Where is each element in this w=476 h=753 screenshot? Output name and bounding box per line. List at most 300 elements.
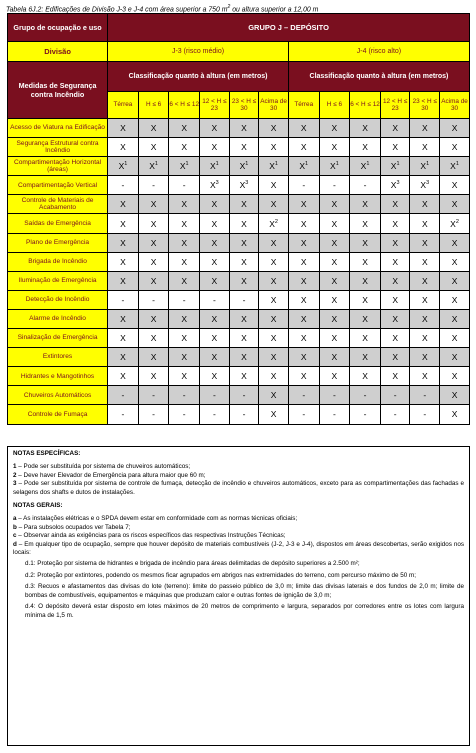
requirement-mark: X (150, 123, 157, 134)
requirement-mark: X (181, 333, 188, 344)
requirement-mark: - (332, 409, 336, 420)
height-header-j3-1: H ≤ 6 (138, 92, 169, 119)
requirement-mark: X (181, 313, 188, 324)
requirement-mark: X (392, 352, 398, 363)
requirement-mark: X (392, 294, 398, 305)
requirement-mark: X (392, 313, 398, 324)
requirement-mark: - (212, 294, 216, 305)
requirement-cell (350, 176, 381, 195)
requirement-cell (138, 271, 169, 290)
requirement-mark: X (120, 352, 126, 363)
requirement-mark: X (451, 142, 458, 153)
requirement-mark: X (421, 123, 428, 134)
table-row (8, 367, 470, 386)
requirement-cell (288, 271, 319, 290)
requirement-cell (350, 271, 381, 290)
requirement-cell (410, 405, 440, 424)
requirement-cell (108, 309, 139, 328)
requirement-mark: X (331, 275, 338, 286)
requirement-mark: X (270, 180, 277, 191)
requirement-mark: X (241, 237, 247, 248)
height-header-j3-4: 23 < H ≤ 30 (229, 92, 259, 119)
measure-label: Controle de Materiais de Acabamento (8, 195, 108, 214)
requirement-note-ref: 1 (154, 161, 158, 168)
table-caption: Tabela 6J.2: Edificações de Divisão J-3 e J-4 com área superior a 750 $m^2$ ou altura superior a 12,00 m (6, 4, 319, 14)
requirement-mark: X (362, 256, 368, 267)
requirement-mark: - (182, 409, 186, 420)
requirement-mark: X (300, 218, 307, 229)
requirement-cell (319, 195, 350, 214)
requirement-cell (380, 348, 410, 367)
requirement-cell (259, 329, 289, 348)
requirement-note-ref: 1 (366, 161, 370, 168)
requirement-cell (138, 119, 169, 138)
requirement-mark: X (150, 218, 157, 229)
requirement-mark: X (420, 180, 427, 191)
requirement-mark: X (300, 371, 307, 382)
requirement-mark: - (393, 409, 397, 420)
requirement-mark: X (239, 161, 246, 172)
requirement-mark: X (331, 313, 338, 324)
note-specific-2: 2 – Deve haver Elevador de Emergência para altura maior que 60 m; (13, 471, 206, 479)
requirement-mark: X (241, 142, 247, 153)
requirement-mark: - (121, 294, 125, 305)
requirement-cell (410, 386, 440, 405)
requirement-cell (410, 252, 440, 271)
requirement-cell (410, 271, 440, 290)
requirement-mark: X (331, 294, 338, 305)
requirement-cell (319, 119, 350, 138)
requirement-cell (350, 252, 381, 271)
requirement-mark: X (331, 142, 338, 153)
requirement-cell (410, 290, 440, 309)
requirement-mark: X (120, 237, 126, 248)
requirement-mark: - (152, 180, 155, 191)
requirement-cell (440, 348, 470, 367)
table-row (8, 252, 470, 271)
requirement-mark: X (270, 294, 277, 305)
requirement-cell (169, 157, 200, 176)
requirement-cell (440, 271, 470, 290)
requirement-mark: - (242, 294, 246, 305)
requirement-mark: X (450, 161, 456, 172)
requirement-cell (288, 367, 319, 386)
notas-gerais-title: NOTAS GERAIS: (13, 502, 63, 510)
table-row (8, 405, 470, 424)
requirement-mark: X (331, 352, 338, 363)
requirement-mark: X (181, 142, 188, 153)
requirement-cell (410, 157, 440, 176)
classificacao-j3: Classificação quanto à altura (em metros) (108, 62, 289, 92)
requirement-cell (410, 195, 440, 214)
note-sub-d4: d.4: O depósito deverá estar disposto em lotes máximos de 20 metros de comprimento e largura, separados por corredores entre os lotes com largura mínima de 1,5 m. (25, 603, 464, 619)
requirement-mark: - (302, 180, 306, 191)
requirement-cell (138, 329, 169, 348)
requirement-mark: - (332, 180, 336, 191)
requirement-cell (380, 367, 410, 386)
requirement-cell (259, 290, 289, 309)
requirement-mark: X (241, 371, 247, 382)
requirement-mark: X (270, 123, 277, 134)
table-row (8, 290, 470, 309)
table-row (8, 138, 470, 157)
requirement-cell (108, 157, 139, 176)
requirement-cell (229, 176, 259, 195)
requirement-mark: X (362, 237, 368, 248)
requirement-mark: X (451, 123, 458, 134)
requirement-cell (200, 386, 230, 405)
requirement-mark: X (211, 256, 218, 267)
requirement-cell (288, 195, 319, 214)
requirement-cell (319, 348, 350, 367)
requirement-cell (350, 195, 381, 214)
requirement-note-ref: 1 (124, 161, 128, 168)
requirement-cell (440, 157, 470, 176)
requirement-cell (200, 405, 230, 424)
requirement-cell (200, 309, 230, 328)
requirement-mark: X (299, 161, 306, 172)
note-sub-d3: d.3: Recuos e afastamentos das divisas do lote (terreno): limite do passeio público de 3,0 m; limite das divisas laterais e dos fundos de 2,0 m; limite de bombas de combustíveis, equipamentos e máquinas que produzam calor e outras fontes de ignição de 3,0 m; (25, 583, 464, 599)
requirement-cell (350, 233, 381, 252)
requirement-mark: X (300, 313, 307, 324)
requirement-mark: X (181, 352, 188, 363)
height-header-j4-2: 6 < H ≤ 12 (350, 92, 381, 119)
height-header-j4-5: Acima de 30 (440, 92, 470, 119)
requirement-cell (200, 138, 230, 157)
requirement-mark: X (392, 333, 398, 344)
requirement-mark: X (150, 333, 157, 344)
requirement-mark: X (179, 161, 186, 172)
requirement-mark: X (362, 333, 368, 344)
requirement-cell (108, 290, 139, 309)
requirement-cell (138, 290, 169, 309)
requirement-cell (169, 233, 200, 252)
requirement-cell (410, 214, 440, 233)
requirement-cell (200, 329, 230, 348)
requirement-cell (169, 214, 200, 233)
requirement-mark: - (302, 409, 306, 420)
requirement-mark: - (212, 390, 216, 401)
requirement-mark: X (149, 161, 155, 172)
requirement-cell (380, 290, 410, 309)
medidas-label: Medidas de Segurança contra Incêndio (8, 62, 108, 119)
requirement-cell (350, 138, 381, 157)
requirement-mark: - (393, 390, 397, 401)
requirement-note-ref: 1 (305, 161, 309, 168)
requirement-mark: X (211, 123, 218, 134)
requirement-mark: X (181, 218, 188, 229)
requirement-mark: X (241, 275, 247, 286)
requirement-cell (410, 138, 440, 157)
requirement-cell (169, 195, 200, 214)
requirement-cell (288, 233, 319, 252)
measure-label: Chuveiros Automáticos (8, 386, 108, 405)
table-row (8, 309, 470, 328)
note-general-d: d – Em qualquer tipo de ocupação, sempre que houver depósito de materiais combustíveis (J-2, J-3 e J-4), dispostos em áreas descobertas, serão exigidos nos locais: (13, 540, 464, 557)
requirement-mark: X (392, 142, 398, 153)
requirement-cell (319, 252, 350, 271)
height-header-j3-5: Acima de 30 (259, 92, 289, 119)
requirement-cell (350, 290, 381, 309)
note-general-a: a – As instalações elétricas e o SPDA devem estar em conformidade com as normas técnicas oficiais; (13, 515, 298, 523)
requirement-mark: X (181, 123, 188, 134)
requirement-mark: X (451, 352, 458, 363)
requirement-cell (288, 386, 319, 405)
requirement-mark: - (182, 390, 186, 401)
requirement-mark: X (120, 275, 126, 286)
requirement-mark: X (451, 275, 458, 286)
requirement-cell (138, 367, 169, 386)
requirement-mark: X (331, 123, 338, 134)
measure-label: Acesso de Viatura na Edificação (8, 119, 108, 138)
requirement-mark: X (451, 409, 458, 420)
requirement-mark: X (362, 218, 368, 229)
requirement-cell (259, 195, 289, 214)
requirement-cell (288, 309, 319, 328)
requirement-mark: X (269, 218, 275, 229)
requirement-mark: X (392, 275, 398, 286)
division-j3: J-3 (risco médio) (108, 42, 289, 62)
requirement-cell (229, 386, 259, 405)
requirement-cell (259, 157, 289, 176)
requirement-cell (440, 252, 470, 271)
requirement-mark: X (450, 218, 456, 229)
requirement-cell (200, 233, 230, 252)
requirement-mark: X (451, 237, 458, 248)
requirement-cell (410, 367, 440, 386)
requirement-mark: X (362, 371, 368, 382)
requirement-cell (319, 233, 350, 252)
requirement-cell (440, 329, 470, 348)
requirement-mark: X (362, 123, 368, 134)
requirement-cell (259, 138, 289, 157)
requirement-cell (288, 176, 319, 195)
requirement-cell (319, 157, 350, 176)
requirement-cell (440, 176, 470, 195)
requirement-cell (380, 405, 410, 424)
requirement-mark: X (392, 123, 398, 134)
requirement-mark: X (362, 142, 368, 153)
requirement-mark: X (300, 333, 307, 344)
requirement-cell (410, 119, 440, 138)
table-row (8, 329, 470, 348)
table-row (8, 271, 470, 290)
requirement-mark: X (451, 313, 458, 324)
requirement-mark: X (211, 275, 218, 286)
requirement-cell (138, 309, 169, 328)
requirement-note-ref: 1 (215, 161, 219, 168)
requirement-cell (380, 271, 410, 290)
note-sub-d2: d.2: Proteção por extintores, podendo os mesmos ficar agrupados em abrigos nas extremidades do terreno, com percurso máximo de 50 m; (25, 571, 416, 579)
requirement-note-ref: 3 (215, 180, 219, 187)
requirement-cell (108, 405, 139, 424)
measure-label: Segurança Estrutural contra Incêndio (8, 138, 108, 157)
requirement-cell (108, 329, 139, 348)
requirement-mark: X (211, 237, 218, 248)
requirement-cell (138, 176, 169, 195)
requirement-mark: X (181, 199, 188, 210)
table-row (8, 386, 470, 405)
requirement-mark: X (241, 218, 247, 229)
requirement-mark: - (152, 390, 155, 401)
requirement-mark: X (360, 161, 367, 172)
measure-label: Plano de Emergência (8, 233, 108, 252)
table-row (8, 233, 470, 252)
requirement-cell (410, 233, 440, 252)
requirement-mark: X (181, 256, 188, 267)
requirement-cell (440, 405, 470, 424)
requirement-mark: - (363, 409, 367, 420)
requirement-mark: X (150, 142, 157, 153)
requirement-cell (350, 367, 381, 386)
requirement-mark: X (421, 237, 428, 248)
requirement-cell (319, 290, 350, 309)
requirement-cell (108, 214, 139, 233)
requirement-mark: X (120, 218, 126, 229)
requirement-cell (288, 329, 319, 348)
requirement-cell (200, 157, 230, 176)
requirement-mark: X (270, 371, 277, 382)
requirement-cell (108, 119, 139, 138)
requirement-mark: X (211, 142, 218, 153)
requirement-mark: X (241, 352, 247, 363)
requirement-cell (229, 195, 259, 214)
requirement-cell (138, 386, 169, 405)
requirement-cell (319, 367, 350, 386)
requirement-mark: - (121, 180, 125, 191)
table-row (8, 157, 470, 176)
measure-label: Alarme de Incêndio (8, 309, 108, 328)
measure-label: Sinalização de Emergência (8, 329, 108, 348)
grupo-value: GRUPO J – DEPÓSITO (108, 14, 470, 42)
requirement-cell (288, 119, 319, 138)
requirement-cell (350, 329, 381, 348)
requirement-mark: X (421, 333, 428, 344)
requirement-mark: X (150, 256, 157, 267)
requirement-mark: - (242, 390, 246, 401)
requirement-mark: - (121, 409, 125, 420)
requirement-cell (350, 157, 381, 176)
requirement-cell (288, 290, 319, 309)
measure-label: Extintores (8, 348, 108, 367)
requirement-mark: X (421, 275, 428, 286)
requirement-mark: X (362, 275, 368, 286)
requirement-mark: X (300, 256, 307, 267)
requirement-cell (380, 309, 410, 328)
requirement-cell (229, 309, 259, 328)
requirement-mark: X (211, 352, 218, 363)
requirement-cell (229, 233, 259, 252)
height-header-j4-1: H ≤ 6 (319, 92, 350, 119)
requirement-cell (138, 195, 169, 214)
measure-label: Compartimentação Vertical (8, 176, 108, 195)
requirement-mark: - (121, 390, 125, 401)
height-header-j3-2: 6 < H ≤ 12 (169, 92, 200, 119)
measure-label: Brigada de Incêndio (8, 252, 108, 271)
table-row (8, 214, 470, 233)
requirement-cell (108, 386, 139, 405)
requirement-mark: X (331, 237, 338, 248)
requirement-cell (138, 233, 169, 252)
requirement-cell (138, 405, 169, 424)
height-header-j4-3: 12 < H ≤ 23 (380, 92, 410, 119)
requirement-note-ref: 1 (274, 161, 278, 168)
requirement-mark: - (212, 409, 216, 420)
requirement-cell (169, 386, 200, 405)
requirement-mark: X (150, 313, 157, 324)
requirement-note-ref: 3 (396, 180, 400, 187)
requirement-mark: X (270, 313, 277, 324)
requirement-cell (319, 405, 350, 424)
requirement-mark: X (270, 275, 277, 286)
requirement-mark: X (241, 333, 247, 344)
requirement-cell (229, 157, 259, 176)
requirement-cell (169, 405, 200, 424)
requirement-cell (169, 252, 200, 271)
requirement-mark: X (150, 352, 157, 363)
requirement-mark: X (331, 218, 338, 229)
requirement-mark: X (421, 256, 428, 267)
requirement-cell (410, 348, 440, 367)
requirement-cell (288, 405, 319, 424)
requirement-cell (200, 290, 230, 309)
requirement-cell (259, 176, 289, 195)
requirement-cell (350, 348, 381, 367)
measure-label: Iluminação de Emergência (8, 271, 108, 290)
requirement-mark: X (300, 237, 307, 248)
requirement-note-ref: 1 (245, 161, 249, 168)
requirement-cell (259, 271, 289, 290)
requirement-cell (440, 309, 470, 328)
requirement-cell (319, 386, 350, 405)
requirement-mark: X (451, 256, 458, 267)
requirement-mark: X (421, 371, 428, 382)
requirement-cell (108, 271, 139, 290)
requirement-cell (288, 252, 319, 271)
requirement-note-ref: 1 (335, 161, 339, 168)
requirement-cell (229, 348, 259, 367)
requirement-mark: - (242, 409, 246, 420)
table-row (8, 348, 470, 367)
requirement-cell (200, 348, 230, 367)
requirement-cell (259, 386, 289, 405)
requirement-cell (319, 329, 350, 348)
requirement-cell (350, 214, 381, 233)
measure-label: Detecção de Incêndio (8, 290, 108, 309)
requirement-mark: X (120, 256, 126, 267)
requirement-cell (380, 119, 410, 138)
requirement-mark: X (239, 180, 246, 191)
requirement-mark: X (120, 333, 126, 344)
requirement-mark: X (451, 294, 458, 305)
requirement-mark: X (392, 199, 398, 210)
requirement-mark: X (331, 333, 338, 344)
measure-label: Compartimentação Horizontal (áreas) (8, 157, 108, 176)
requirement-mark: X (211, 313, 218, 324)
requirement-mark: X (392, 371, 398, 382)
requirement-mark: X (362, 352, 368, 363)
measure-label: Saídas de Emergência (8, 214, 108, 233)
requirement-cell (380, 157, 410, 176)
requirement-note-ref: 1 (396, 161, 400, 168)
requirement-mark: - (182, 294, 186, 305)
requirement-mark: X (150, 237, 157, 248)
requirement-cell (138, 214, 169, 233)
requirement-mark: X (392, 218, 398, 229)
requirement-mark: X (270, 390, 277, 401)
requirement-mark: X (331, 371, 338, 382)
requirement-mark: X (421, 218, 428, 229)
